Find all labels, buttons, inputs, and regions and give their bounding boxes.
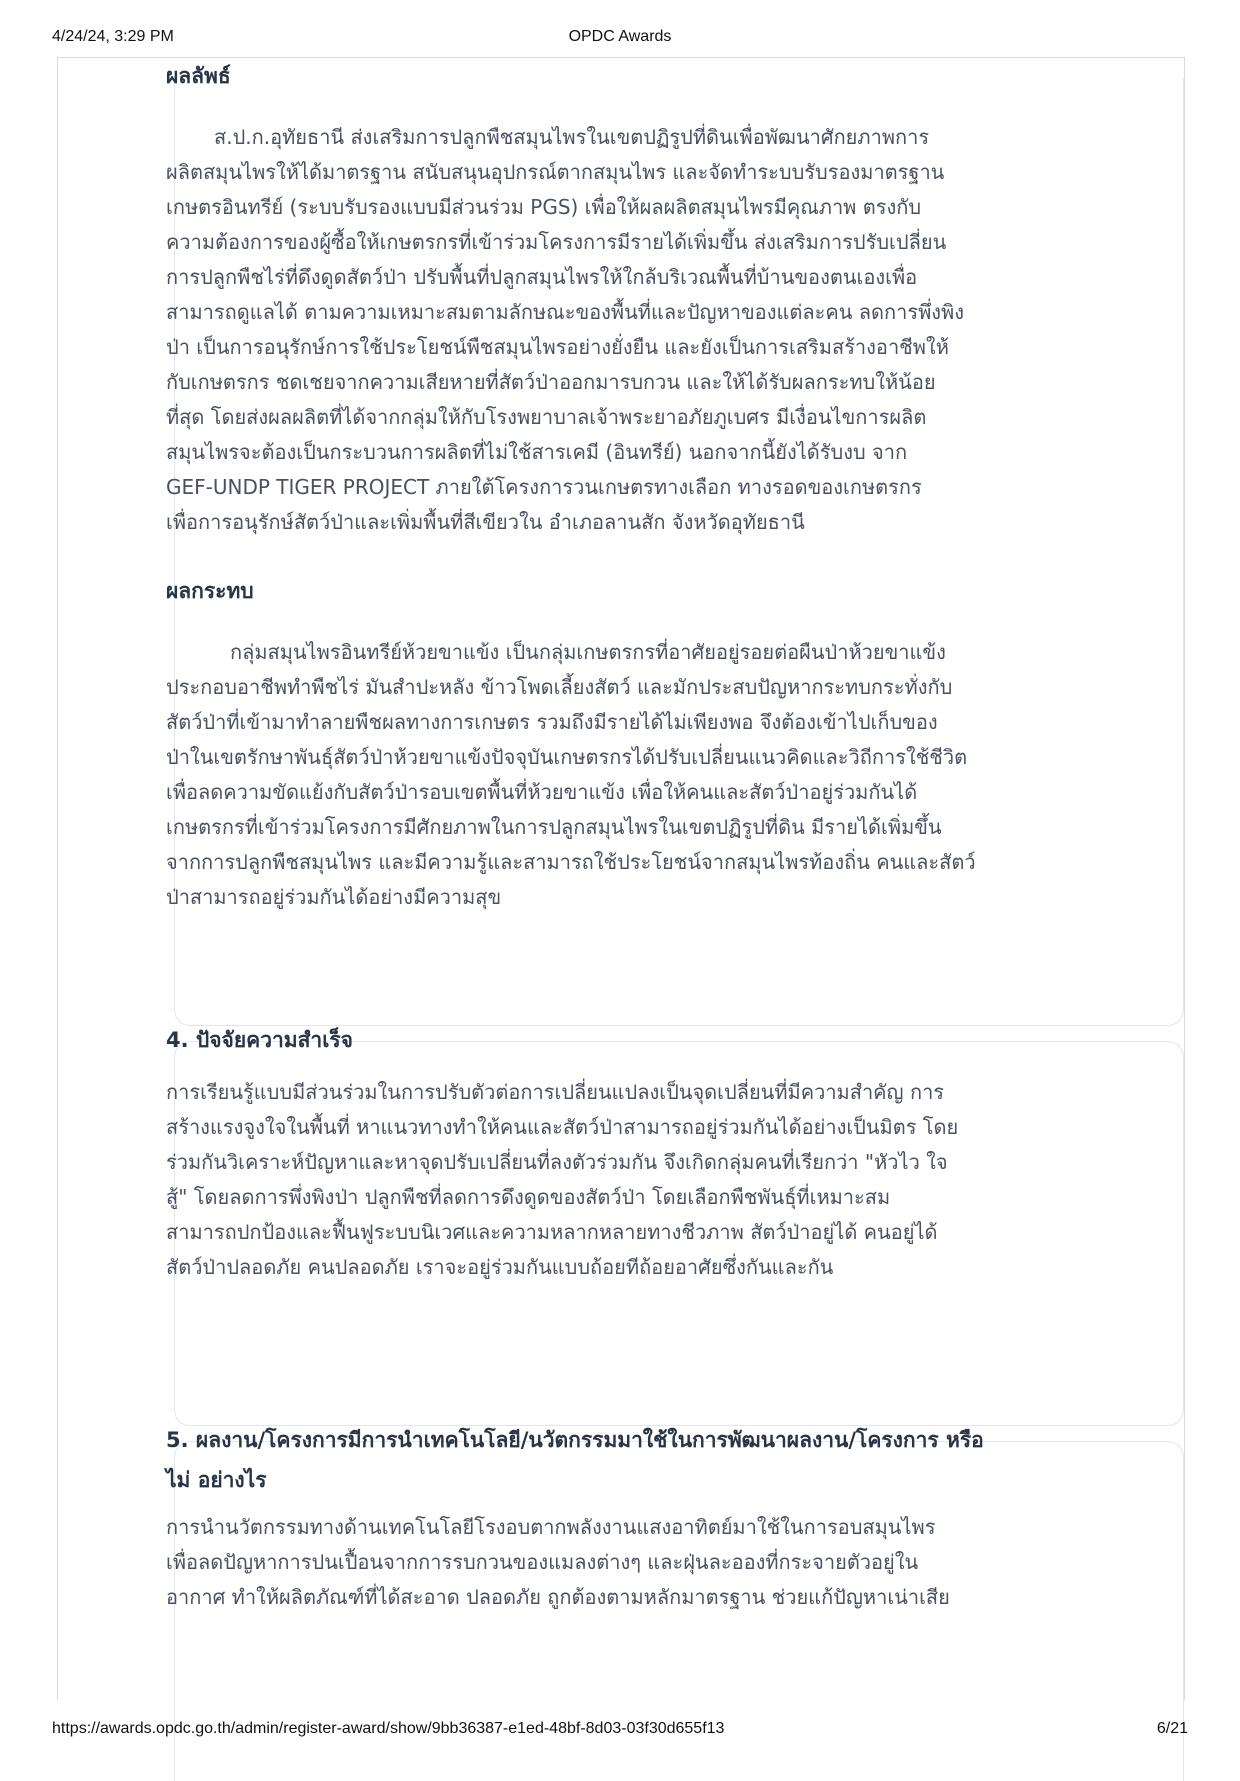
success-factors-line: ร่วมกันวิเคราะห์ปัญหาและหาจุดปรับเปลี่ยนที่ลงตัวร่วมกัน จึงเกิดกลุ่มคนที่เรียกว่า "หัวไว ใจ: [166, 1150, 948, 1174]
impact-line: ป่าในเขตรักษาพันธุ์สัตว์ป่าห้วยขาแข้งปัจจุบันเกษตรกรได้ปรับเปลี่ยนแนวคิดและวิถีการใช้ชีวิต: [166, 745, 968, 769]
page-number: 6/21: [1156, 1720, 1188, 1737]
results-line: ผลิตสมุนไพรให้ได้มาตรฐาน สนับสนุนอุปกรณ์ตากสมุนไพร และจัดทำระบบรับรองมาตรฐาน: [166, 160, 945, 184]
results-heading: ผลลัพธ์: [166, 64, 231, 88]
technology-line: การนำนวัตกรรมทางด้านเทคโนโลยีโรงอบตากพลังงานแสงอาทิตย์มาใช้ในการอบสมุนไพร: [166, 1515, 936, 1539]
technology-paragraph: [166, 1510, 1076, 1615]
technology-title: [166, 1420, 1066, 1500]
results-line: ความต้องการของผู้ซื้อให้เกษตรกรที่เข้าร่วมโครงการมีรายได้เพิ่มขึ้น ส่งเสริมการปรับเปลี่ยน: [166, 230, 947, 254]
results-line: ที่สุด โดยส่งผลผลิตที่ได้จากกลุ่มให้กับโรงพยาบาลเจ้าพระยาอภัยภูเบศร มีเงื่อนไขการผลิต: [166, 405, 927, 429]
impact-line: สัตว์ป่าที่เข้ามาทำลายพืชผลทางการเกษตร รวมถึงมีรายได้ไม่เพียงพอ จึงต้องเข้าไปเก็บของ: [166, 710, 938, 734]
results-line: สมุนไพรจะต้องเป็นกระบวนการผลิตที่ไม่ใช้สารเคมี (อินทรีย์) นอกจากนี้ยังได้รับงบ จาก: [166, 440, 908, 464]
success-factors-line: สัตว์ป่าปลอดภัย คนปลอดภัย เราจะอยู่ร่วมกันแบบถ้อยทีถ้อยอาศัยซึ่งกันและกัน: [166, 1255, 834, 1279]
success-factors-line: สามารถปกป้องและฟื้นฟูระบบนิเวศและความหลากหลายทางชีวภาพ สัตว์ป่าอยู่ได้ คนอยู่ได้: [166, 1220, 938, 1244]
technology-title-line: 5. ผลงาน/โครงการมีการนำเทคโนโลยี/นวัตกรรมมาใช้ในการพัฒนาผลงาน/โครงการ หรือ: [166, 1428, 984, 1452]
impact-paragraph: [166, 635, 1076, 915]
print-url: https://awards.opdc.go.th/admin/register-award/show/9bb36387-e1ed-48bf-8d03-03f30d655f13: [52, 1720, 725, 1737]
impact-line: ประกอบอาชีพทำพืชไร่ มันสำปะหลัง ข้าวโพดเลี้ยงสัตว์ และมักประสบปัญหากระทบกระทั่งกับ: [166, 675, 953, 699]
print-footer: [52, 1720, 1188, 1742]
impact-line: เกษตรกรที่เข้าร่วมโครงการมีศักยภาพในการปลูกสมุนไพรในเขตปฏิรูปที่ดิน มีรายได้เพิ่มขึ้น: [166, 815, 942, 839]
impact-line: ป่าสามารถอยู่ร่วมกันได้อย่างมีความสุข: [166, 885, 502, 909]
print-datetime: 4/24/24, 3:29 PM: [52, 28, 174, 45]
impact-heading: ผลกระทบ: [166, 579, 254, 603]
success-factors-line: สร้างแรงจูงใจในพื้นที่ หาแนวทางทำให้คนและสัตว์ป่าสามารถอยู่ร่วมกันได้อย่างเป็นมิตร โดย: [166, 1115, 959, 1139]
technology-line: อากาศ ทำให้ผลิตภัณฑ์ที่ได้สะอาด ปลอดภัย ถูกต้องตามหลักมาตรฐาน ช่วยแก้ปัญหาเน่าเสีย: [166, 1585, 950, 1609]
results-line: การปลูกพืชไร่ที่ดึงดูดสัตว์ป่า ปรับพื้นที่ปลูกสมุนไพรให้ใกล้บริเวณพื้นที่บ้านของตนเองเพื่อ: [166, 265, 918, 289]
results-line: สามารถดูแลได้ ตามความเหมาะสมตามลักษณะของพื้นที่และปัญหาของแต่ละคน ลดการพึ่งพิง: [166, 300, 964, 324]
impact-line: เพื่อลดความขัดแย้งกับสัตว์ป่ารอบเขตพื้นที่ห้วยขาแข้ง เพื่อให้คนและสัตว์ป่าอยู่ร่วมกันได้: [166, 780, 918, 804]
results-line: เพื่อการอนุรักษ์สัตว์ป่าและเพิ่มพื้นที่สีเขียวใน อำเภอลานสัก จังหวัดอุทัยธานี: [166, 510, 805, 534]
success-factors-paragraph: [166, 1075, 1076, 1285]
results-paragraph: [166, 120, 1076, 540]
results-line: กับเกษตรกร ชดเชยจากความเสียหายที่สัตว์ป่าออกมารบกวน และให้ได้รับผลกระทบให้น้อย: [166, 370, 936, 394]
results-line: เกษตรอินทรีย์ (ระบบรับรองแบบมีส่วนร่วม PGS) เพื่อให้ผลผลิตสมุนไพรมีคุณภาพ ตรงกับ: [166, 195, 922, 219]
technology-line: เพื่อลดปัญหาการปนเปื้อนจากการรบกวนของแมลงต่างๆ และฝุ่นละอองที่กระจายตัวอยู่ใน: [166, 1550, 919, 1574]
results-line: GEF-UNDP TIGER PROJECT ภายใต้โครงการวนเกษตรทางเลือก ทางรอดของเกษตรกร: [166, 475, 922, 499]
print-header: [52, 28, 1188, 50]
impact-line: กลุ่มสมุนไพรอินทรีย์ห้วยขาแข้ง เป็นกลุ่มเกษตรกรที่อาศัยอยู่รอยต่อผืนป่าห้วยขาแข้ง: [230, 640, 946, 664]
technology-title-line: ไม่ อย่างไร: [166, 1468, 267, 1492]
success-factors-line: การเรียนรู้แบบมีส่วนร่วมในการปรับตัวต่อการเปลี่ยนแปลงเป็นจุดเปลี่ยนที่มีความสำคัญ การ: [166, 1080, 945, 1104]
impact-line: จากการปลูกพืชสมุนไพร และมีความรู้และสามารถใช้ประโยชน์จากสมุนไพรท้องถิ่น คนและสัตว์: [166, 850, 976, 874]
results-line: ป่า เป็นการอนุรักษ์การใช้ประโยชน์พืชสมุนไพรอย่างยั่งยืน และยังเป็นการเสริมสร้างอาชีพให้: [166, 335, 949, 359]
success-factors-line: สู้" โดยลดการพึ่งพิงป่า ปลูกพืชที่ลดการดึงดูดของสัตว์ป่า โดยเลือกพืชพันธุ์ที่เหมาะสม: [166, 1185, 891, 1209]
success-factors-title: 4. ปัจจัยความสำเร็จ: [166, 1028, 353, 1052]
print-page-title: OPDC Awards: [568, 28, 672, 45]
results-line: ส.ป.ก.อุทัยธานี ส่งเสริมการปลูกพืชสมุนไพรในเขตปฏิรูปที่ดินเพื่อพัฒนาศักยภาพการ: [214, 125, 930, 149]
